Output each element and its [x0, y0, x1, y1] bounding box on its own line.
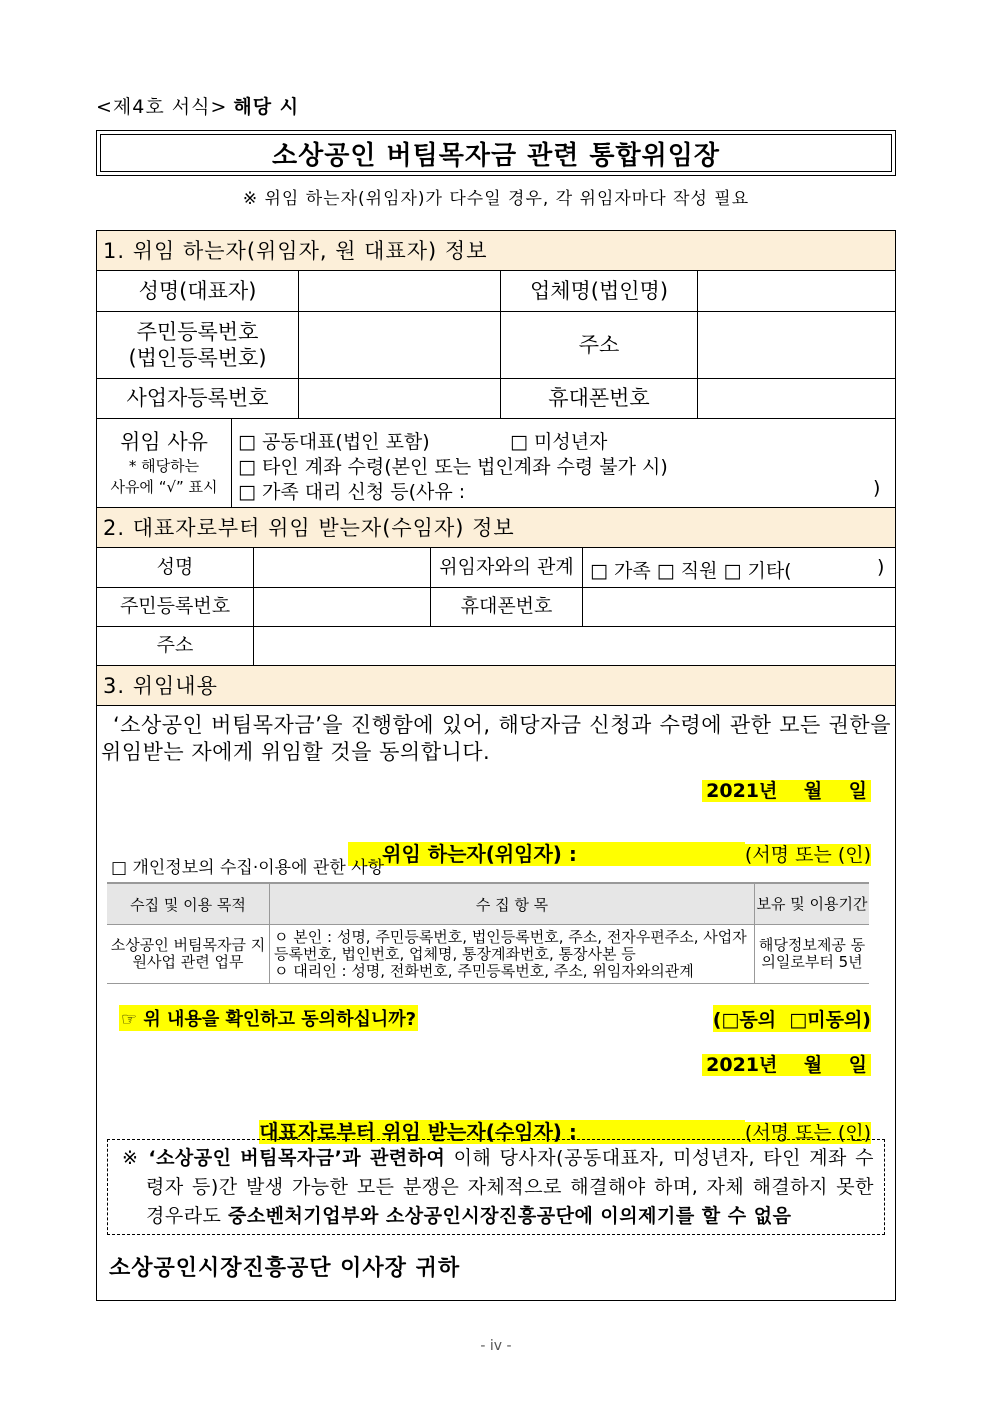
delegator-name-field[interactable]: [299, 271, 500, 311]
delegator-address-label: 주소: [578, 332, 620, 357]
notice-bold-2: 중소벤처기업부와 소상공인시장진흥공단에 이의제기를 할 수 없음: [227, 1205, 792, 1227]
reason-note-1: * 해당하는: [128, 457, 200, 476]
delegate-address-label: 주소: [156, 634, 194, 657]
reason-option-other-account[interactable]: □ 타인 계좌 수령(본인 또는 법인계좌 수령 불가 시): [238, 456, 668, 478]
form-main: [96, 230, 896, 1301]
dispute-notice: [107, 1139, 885, 1235]
form-condition: 해당 시: [233, 96, 300, 118]
date-1[interactable]: 2021년 월 일: [702, 780, 871, 802]
privacy-table: [107, 882, 869, 984]
reason-close-paren: ): [873, 477, 881, 499]
notice-prefix: ※: [122, 1147, 149, 1169]
reason-option-joint-rep[interactable]: □ 공동대표(법인 포함): [238, 431, 430, 453]
relation-label: 위임자와의 관계: [439, 555, 574, 578]
consent-text: ‘소상공인 버팀목자금’을 진행함에 있어, 해당자금 신청과 수령에 관한 모든 권한을 위임받는 자에게 위임할 것을 동의합니다.: [101, 713, 891, 764]
date-2[interactable]: 2021년 월 일: [702, 1054, 871, 1076]
subnote: ※ 위임 하는자(위임자)가 다수일 경우, 각 위임자마다 작성 필요: [242, 189, 750, 209]
delegator-id-field[interactable]: [299, 312, 500, 378]
section3-header: 3. 위임내용: [97, 666, 895, 706]
delegate-name-label: 성명: [156, 555, 194, 578]
reason-note-2: 사유에 “√” 표시: [110, 478, 218, 497]
privacy-item-agent: ㅇ 대리인 : 성명, 전화번호, 주민등록번호, 주소, 위임자와의관계: [274, 961, 694, 980]
delegator-sign-label: 위임 하는자(위임자) :: [348, 842, 745, 866]
delegate-address-field[interactable]: [254, 627, 895, 665]
delegate-sign-label: 대표자로부터 위임 받는자(수임자) :: [259, 1120, 745, 1144]
notice-bold-1: ‘소상공인 버팀목자금’과 관련하여: [148, 1147, 446, 1169]
relation-options[interactable]: □ 가족 □ 직원 □ 기타(: [590, 560, 792, 582]
consent-options[interactable]: (□동의 □미동의): [713, 1005, 871, 1032]
privacy-items: [270, 925, 755, 984]
bizno-label: 사업자등록번호: [126, 386, 269, 411]
delegator-sign-line[interactable]: [324, 816, 871, 889]
privacy-header-period: 보유 및 이용기간: [755, 883, 870, 925]
reason-label-cell: [97, 421, 231, 505]
delegator-name-label: 성명(대표자): [138, 278, 257, 303]
form-number: <제4호 서식>: [96, 96, 228, 118]
reason-option-minor[interactable]: □ 미성년자: [510, 431, 608, 453]
privacy-purpose: 소상공인 버팀목자금 지원사업 관련 업무: [107, 925, 270, 984]
delegator-address-field[interactable]: [698, 312, 895, 378]
id-label-line2: (법인등록번호): [128, 346, 267, 370]
section2-header: 2. 대표자로부터 위임 받는자(수임자) 정보: [97, 508, 895, 548]
delegate-id-field[interactable]: [254, 588, 430, 626]
page-title: 소상공인 버팀목자금 관련 통합위임장: [100, 134, 892, 172]
id-label-line1: 주민등록번호: [136, 319, 259, 344]
confirm-question: ☞ 위 내용을 확인하고 동의하십니까?: [119, 1005, 418, 1031]
privacy-item-self: ㅇ 본인 : 성명, 주민등록번호, 법인등록번호, 주소, 전자우편주소, 사업자등록번호, 법인번호, 업체명, 통장계좌번호, 통장사본 등: [274, 927, 747, 963]
privacy-title: □ 개인정보의 수집·이용에 관한 사항: [111, 858, 384, 878]
delegate-phone-field[interactable]: [583, 588, 895, 626]
reason-option-family[interactable]: □ 가족 대리 신청 등(사유 :: [238, 481, 466, 503]
privacy-header-purpose: 수집 및 이용 목적: [107, 883, 270, 925]
delegator-sign-note: (서명 또는 (인): [744, 844, 871, 866]
form-number-label: [96, 92, 299, 119]
company-name-label: 업체명(법인명): [529, 278, 669, 303]
section1-header: 1. 위임 하는자(위임자, 원 대표자) 정보: [97, 231, 895, 271]
privacy-header-items: 수 집 항 목: [270, 883, 755, 925]
addressee: 소상공인시장진흥공단 이사장 귀하: [109, 1256, 461, 1281]
delegate-id-label: 주민등록번호: [119, 595, 231, 618]
delegator-phone-label: 휴대폰번호: [548, 386, 650, 411]
company-name-field[interactable]: [698, 271, 895, 311]
bizno-field[interactable]: [299, 379, 500, 418]
page-number: - iv -: [480, 1338, 512, 1354]
delegate-phone-label: 휴대폰번호: [460, 595, 553, 618]
delegate-sign-note: (서명 또는 (인): [744, 1122, 871, 1144]
delegator-phone-field[interactable]: [698, 379, 895, 418]
relation-close-paren: ): [877, 556, 885, 578]
delegate-name-field[interactable]: [254, 548, 430, 587]
notice-body: 이해 당사자(공동대표자, 미성년자, 타인 계좌 수령자 등)간 발생 가능한 모든 분쟁은 자체적으로 해결해야 하며, 자체 해결하지 못한 경우라도: [146, 1147, 874, 1227]
reason-label: 위임 사유: [120, 429, 208, 454]
title-box: [96, 130, 896, 176]
delegator-id-label: [97, 312, 298, 378]
privacy-period: 해당정보제공 동의일로부터 5년: [755, 925, 870, 984]
